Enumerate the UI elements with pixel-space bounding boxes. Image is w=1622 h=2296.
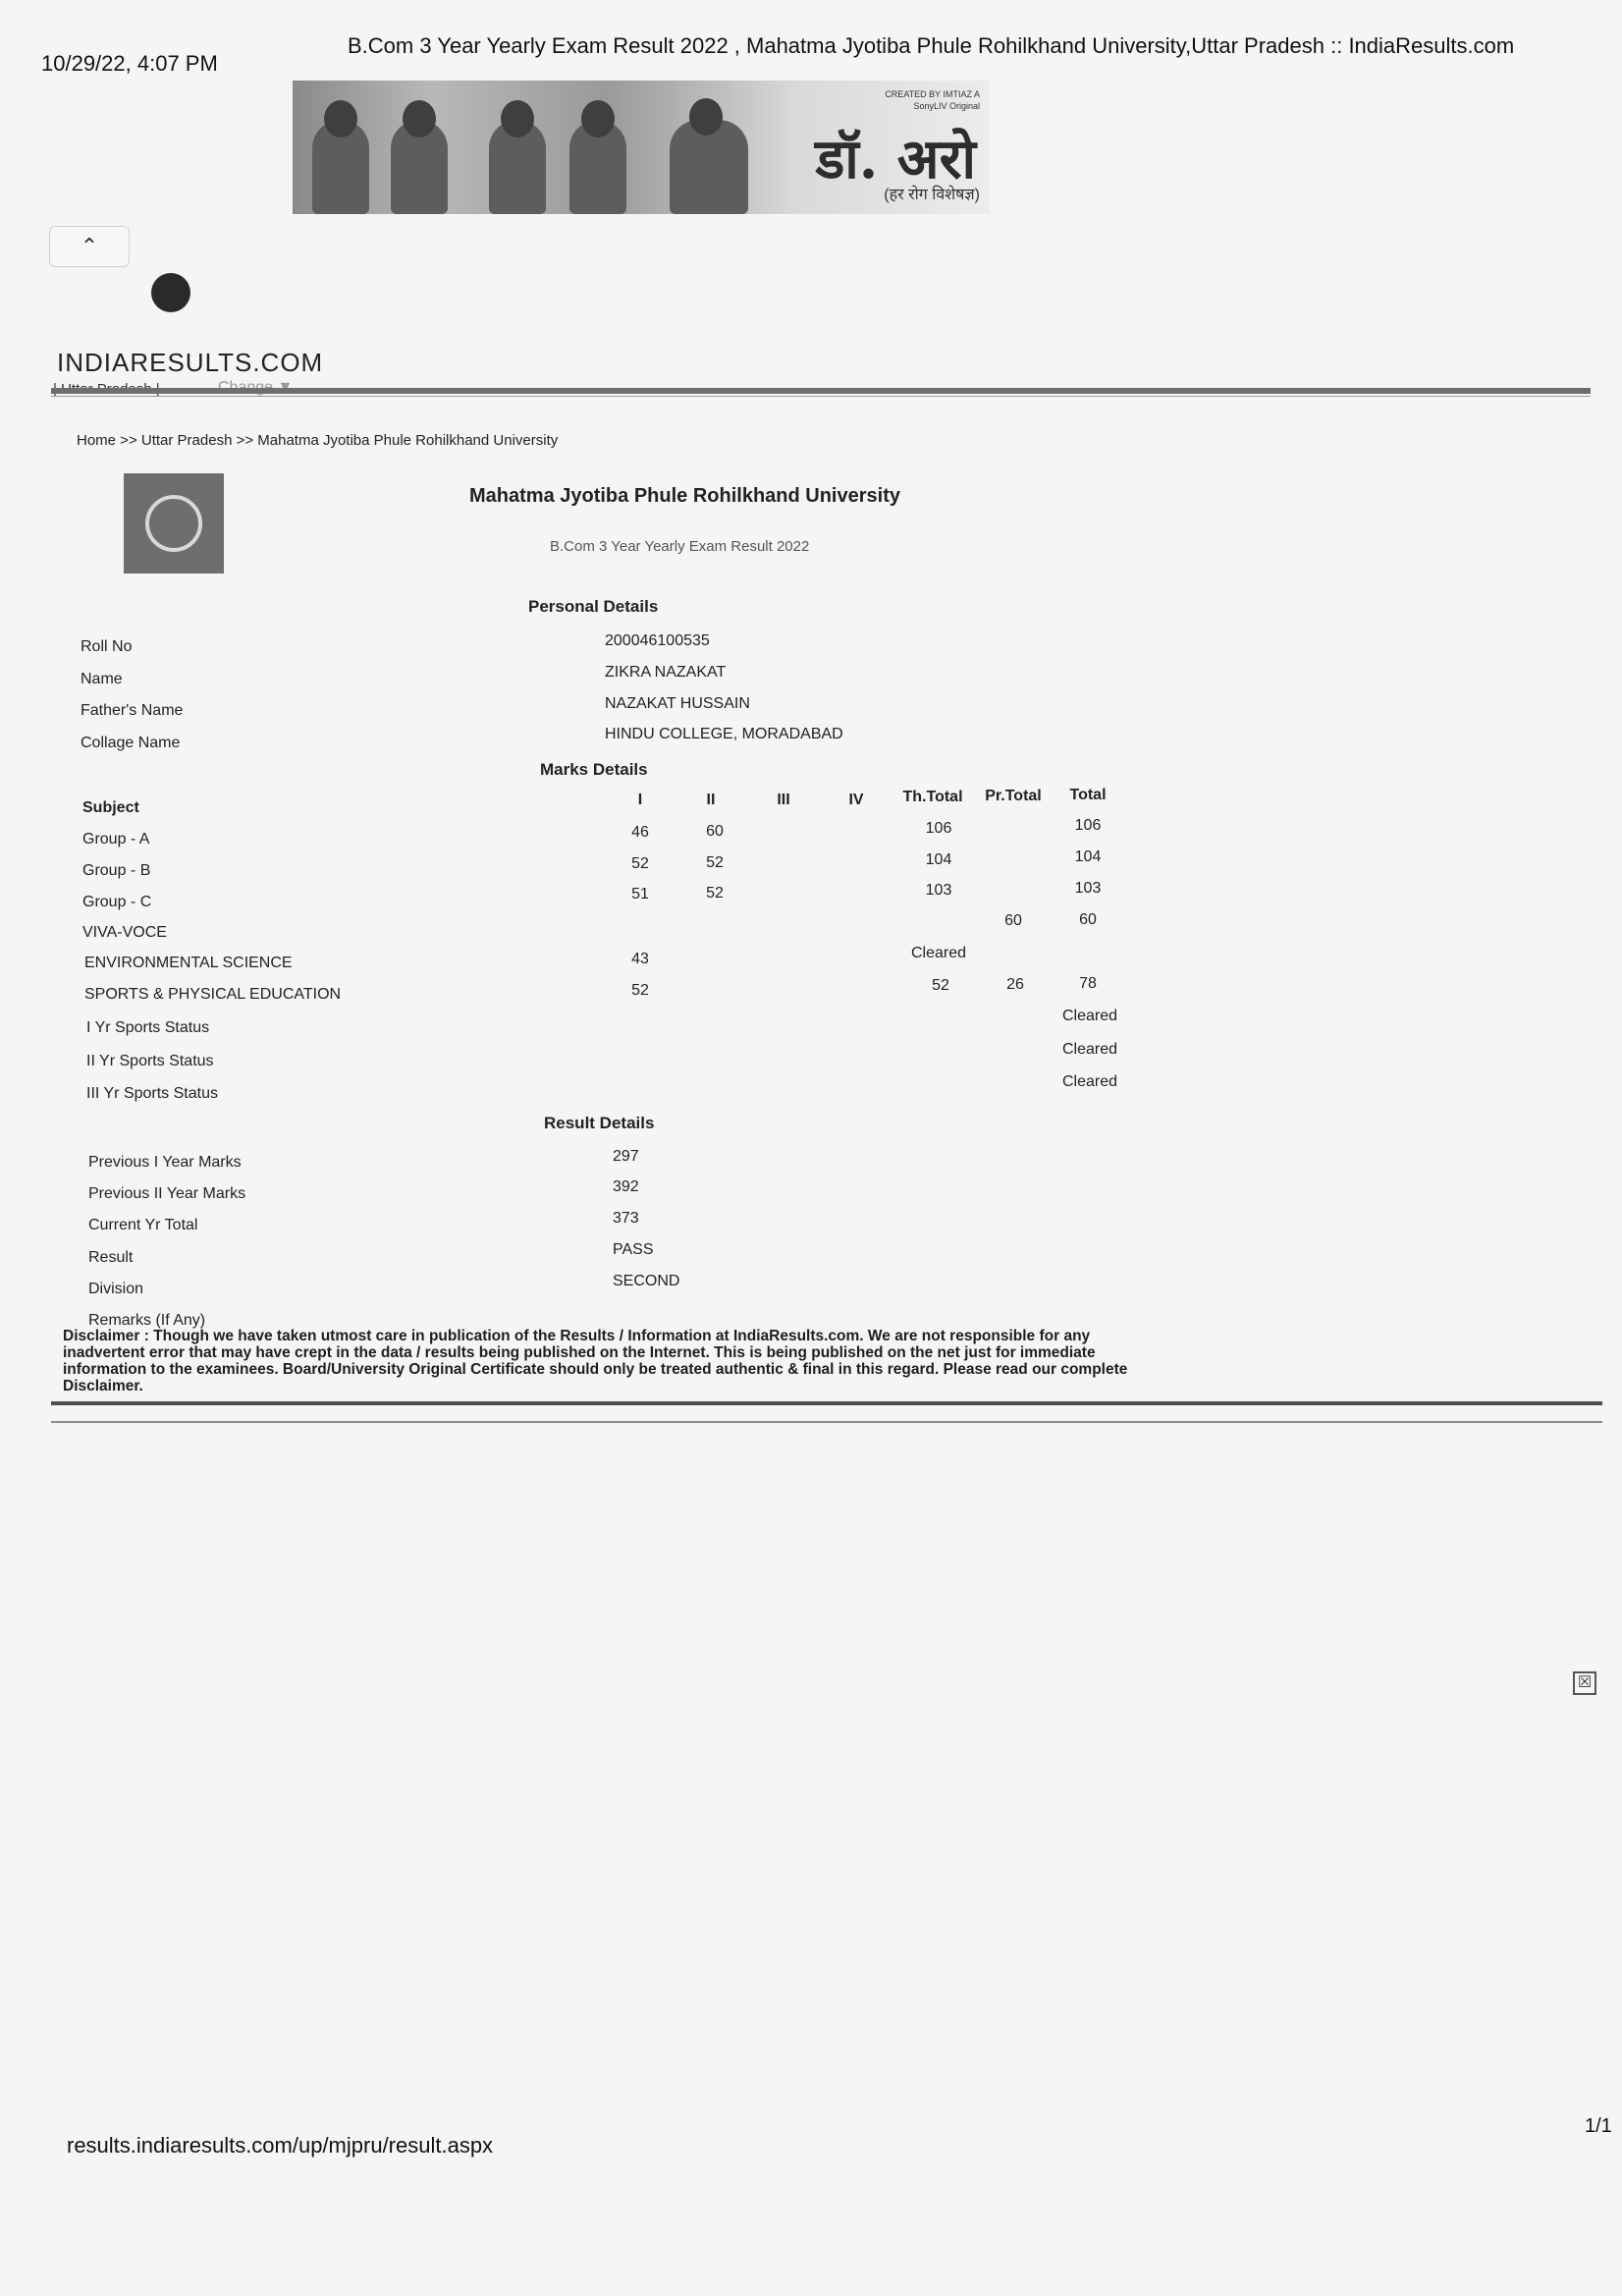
banner-subtitle: (हर रोग विशेषज्ञ) [884, 187, 980, 203]
name-value: ZIKRA NAZAKAT [605, 664, 727, 681]
marks-cell: Cleared [1061, 1008, 1118, 1024]
marks-cell: 60 [706, 823, 724, 840]
marks-cell: 46 [631, 824, 649, 841]
result-value: 392 [613, 1178, 639, 1195]
col-header-pr-total: Pr.Total [985, 788, 1042, 804]
college-name-value: HINDU COLLEGE, MORADABAD [605, 726, 843, 742]
marks-cell: 51 [631, 886, 649, 902]
footer-divider [51, 1421, 1602, 1423]
result-label: Previous II Year Marks [88, 1185, 246, 1202]
marks-cell: 60 [1004, 912, 1022, 929]
chevron-up-icon: ⌃ [80, 234, 99, 258]
subject-name: SPORTS & PHYSICAL EDUCATION [84, 986, 342, 1003]
result-label: Current Yr Total [88, 1217, 198, 1233]
col-header-total: Total [1069, 787, 1107, 803]
roll-no-label: Roll No [81, 638, 133, 655]
result-label: Previous I Year Marks [88, 1154, 242, 1171]
marks-cell: 103 [1074, 880, 1102, 897]
result-details-heading: Result Details [544, 1114, 655, 1132]
header-divider [51, 388, 1591, 394]
university-logo [124, 473, 224, 574]
subject-name: I Yr Sports Status [86, 1019, 210, 1036]
col-header-th-total: Th.Total [902, 789, 963, 805]
marks-cell: 52 [932, 977, 949, 994]
marks-cell: 60 [1079, 911, 1097, 928]
print-page-title: B.Com 3 Year Yearly Exam Result 2022 , Mahatma Jyotiba Phule Rohilkhand University,Uttar Pradesh :: IndiaResults.com [348, 33, 1515, 58]
result-label: Result [88, 1249, 134, 1266]
marks-cell: 103 [925, 882, 952, 899]
marks-cell: Cleared [1061, 1073, 1118, 1090]
print-datetime: 10/29/22, 4:07 PM [41, 51, 218, 76]
print-page-number: 1/1 [1585, 2115, 1612, 2137]
close-ad-icon[interactable]: ☒ [1573, 1671, 1596, 1695]
marks-cell: Cleared [910, 945, 967, 961]
name-label: Name [81, 671, 123, 687]
college-name-label: Collage Name [81, 735, 181, 751]
result-value: PASS [613, 1241, 654, 1258]
marks-cell: 52 [631, 855, 649, 872]
marks-cell: 52 [706, 885, 724, 902]
university-name: Mahatma Jyotiba Phule Rohilkhand University [469, 485, 900, 507]
scroll-top-button[interactable] [49, 226, 130, 267]
father-name-label: Father's Name [81, 702, 184, 719]
breadcrumb[interactable]: Home >> Uttar Pradesh >> Mahatma Jyotiba Phule Rohilkhand University [77, 432, 559, 449]
subject-name: Group - C [82, 894, 152, 910]
subject-name: III Yr Sports Status [86, 1085, 218, 1102]
footer-divider [51, 1401, 1602, 1405]
marks-cell: 106 [1074, 817, 1102, 834]
exam-title: B.Com 3 Year Yearly Exam Result 2022 [550, 538, 810, 555]
subject-name: VIVA-VOCE [82, 924, 167, 941]
print-footer-url: results.indiaresults.com/up/mjpru/result.aspx [67, 2133, 494, 2158]
col-header-iii: III [777, 792, 790, 808]
marks-cell: 104 [925, 851, 952, 868]
marks-cell: Cleared [1061, 1041, 1118, 1058]
col-header-iv: IV [848, 792, 864, 808]
header-divider [51, 396, 1591, 397]
result-value: 297 [613, 1148, 639, 1165]
disclaimer-text[interactable]: Disclaimer : Though we have taken utmost care in publication of the Results / Information at IndiaResults.com. We are not responsible for any inadvertent error that may have crept in the data / results being published on the Internet. This is being published on the net just for immediate information to the examinees. Board/University Original Certificate should only be treated authentic & final in this regard. Please read our complete Disclaimer. [63, 1328, 1128, 1394]
father-name-value: NAZAKAT HUSSAIN [605, 695, 750, 712]
subject-name: II Yr Sports Status [86, 1053, 214, 1069]
marks-cell: 78 [1079, 975, 1097, 992]
subject-column-header: Subject [82, 799, 139, 816]
col-header-i: I [637, 792, 643, 808]
personal-details-heading: Personal Details [528, 597, 659, 616]
result-value: 373 [613, 1210, 639, 1227]
result-value: SECOND [613, 1273, 680, 1289]
subject-name: Group - A [82, 831, 150, 847]
site-logo-mark [151, 273, 190, 312]
site-logo[interactable]: INDIARESULTS.COM [57, 348, 324, 377]
marks-cell: 52 [631, 982, 649, 999]
col-header-ii: II [706, 792, 716, 808]
subject-name: Group - B [82, 862, 151, 879]
marks-cell: 52 [706, 854, 724, 871]
result-label: Division [88, 1281, 144, 1297]
subject-name: ENVIRONMENTAL SCIENCE [84, 955, 293, 971]
result-label: Remarks (If Any) [88, 1312, 206, 1329]
marks-details-heading: Marks Details [540, 760, 648, 779]
roll-no-value: 200046100535 [605, 632, 710, 649]
marks-cell: 26 [1006, 976, 1024, 993]
ad-banner[interactable]: CREATED BY IMTIAZ A SonyLIV Original डॉ. अरो (हर रोग विशेषज्ञ) [293, 81, 990, 214]
banner-title: डॉ. अरो [815, 127, 976, 191]
marks-cell: 43 [631, 951, 649, 967]
marks-cell: 106 [925, 820, 952, 837]
marks-cell: 104 [1074, 848, 1102, 865]
